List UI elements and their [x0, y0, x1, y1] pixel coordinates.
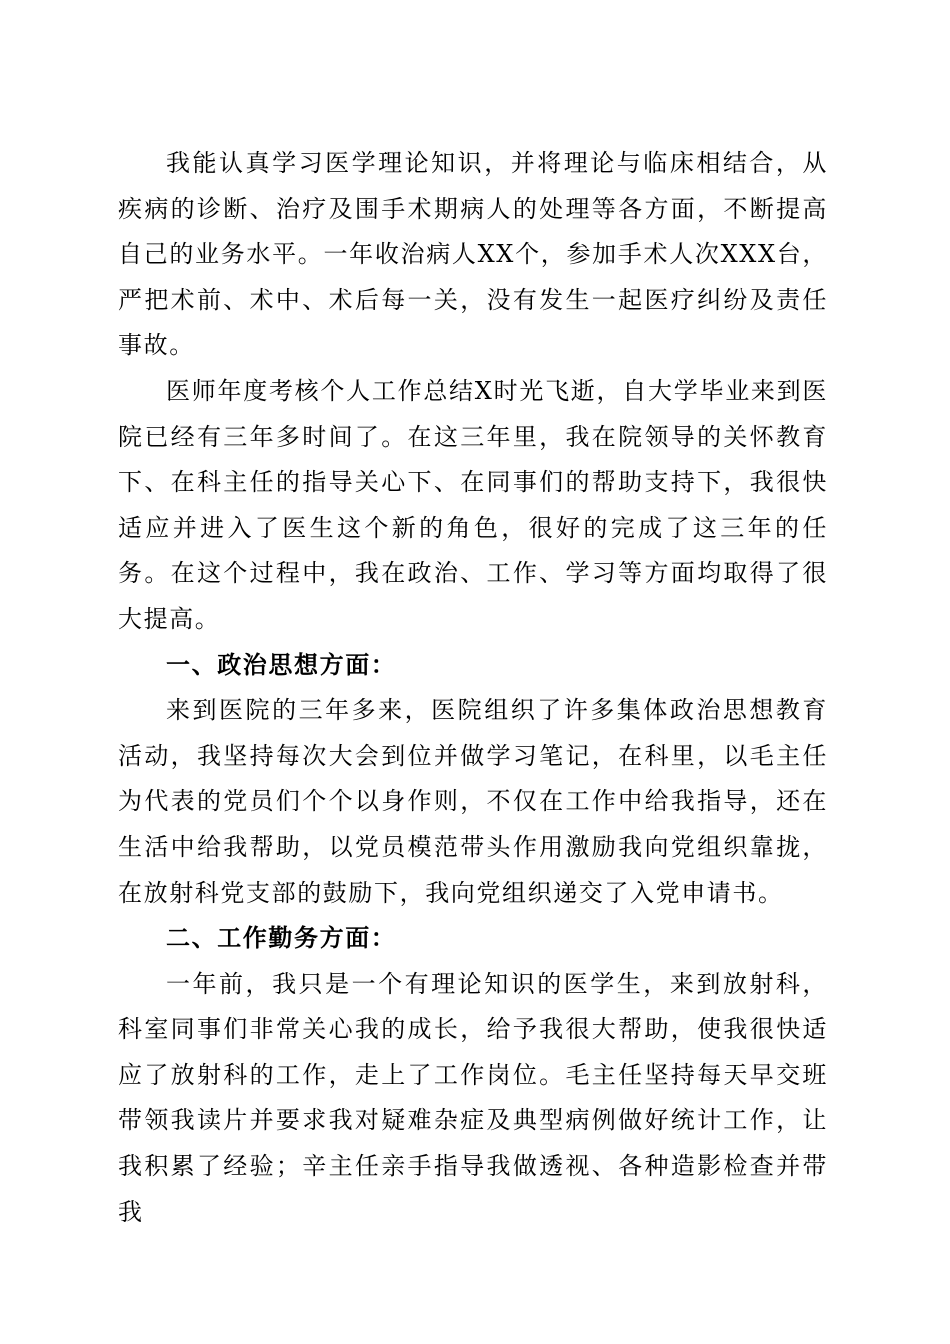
section-heading-work: 二、工作勤务方面： — [166, 924, 397, 953]
document-body — [118, 141, 828, 1235]
section-heading-political: 一、政治思想方面： — [166, 650, 397, 679]
paragraph-political: 来到医院的三年多来，医院组织了许多集体政治思想教育活动，我坚持每次大会到位并做学习笔记，在科里，以毛主任为代表的党员们个个以身作则，不仅在工作中给我指导，还在生活中给我帮助，以党员模范带头作用激励我向党组织靠拢，在放射科党支部的鼓励下，我向党组织递交了入党申请书。 — [118, 696, 828, 907]
paragraph-summary-intro: 医师年度考核个人工作总结X时光飞逝，自大学毕业来到医院已经有三年多时间了。在这三年里，我在院领导的关怀教育下、在科主任的指导关心下、在同事们的帮助支持下，我很快适应并进入了医生这个新的角色，很好的完成了这三年的任务。在这个过程中，我在政治、工作、学习等方面均取得了很大提高。 — [118, 376, 828, 633]
paragraph-work: 一年前，我只是一个有理论知识的医学生，来到放射科，科室同事们非常关心我的成长，给予我很大帮助，使我很快适应了放射科的工作，走上了工作岗位。毛主任坚持每天早交班带领我读片并要求我对疑难杂症及典型病例做好统计工作，让我积累了经验；辛主任亲手指导我做透视、各种造影检查并带我 — [118, 969, 828, 1226]
paragraph-clinical-practice: 我能认真学习医学理论知识，并将理论与临床相结合，从疾病的诊断、治疗及围手术期病人的处理等各方面，不断提高自己的业务水平。一年收治病人XX个，参加手术人次XXX台，严把术前、术中、术后每一关，没有发生一起医疗纠纷及责任事故。 — [118, 149, 828, 360]
